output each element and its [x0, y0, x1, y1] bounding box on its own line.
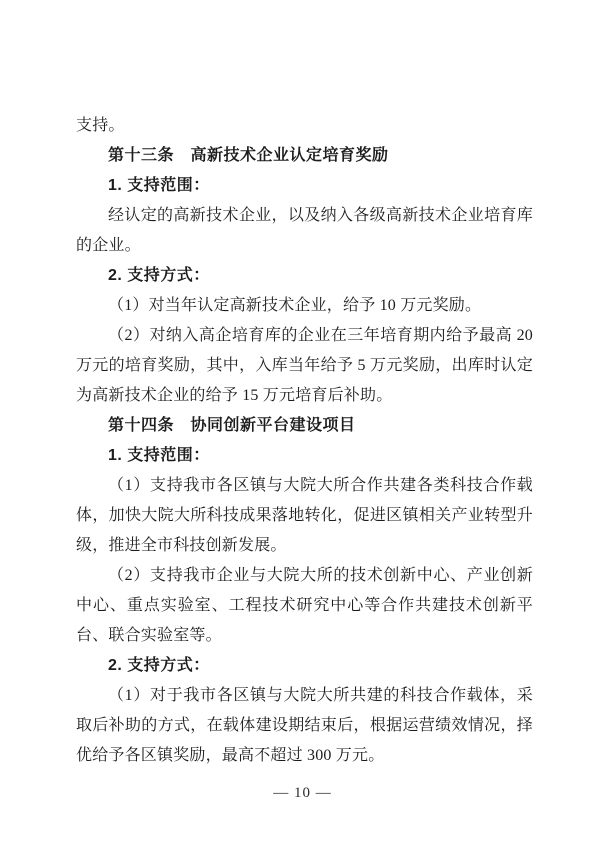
article-14-method-item-1: （1）对于我市各区镇与大院大所共建的科技合作载体，采取后补助的方式，在载体建设期结束后，根据运营绩效情况，择优给予各区镇奖励，最高不超过 300 万元。: [76, 687, 533, 764]
page-number: — 10 —: [273, 785, 332, 801]
document-content: [76, 111, 533, 771]
article-14-scope-item-1: （1）支持我市各区镇与大院大所合作共建各类科技合作载体，加快大院大所科技成果落地转化，促进区镇相关产业转型升级，推进全市科技创新发展。: [76, 477, 533, 554]
article-14-scope-label: 1. 支持范围：: [108, 447, 210, 464]
paragraph-continuation: 支持。: [76, 117, 125, 134]
article-13-method-item-2: （2）对纳入高企培育库的企业在三年培育期内给予最高 20 万元的培育奖励，其中，入库当年给予 5 万元奖励，出库时认定为高新技术企业的给予 15 万元培育后补助。: [76, 327, 533, 404]
article-13-method-item-1: （1）对当年认定高新技术企业，给予 10 万元奖励。: [108, 297, 482, 314]
article-14-scope-item-2: （2）支持我市企业与大院大所的技术创新中心、产业创新中心、重点实验室、工程技术研究中心等合作共建技术创新平台、联合实验室等。: [76, 567, 533, 644]
article-13-scope-label: 1. 支持范围：: [108, 177, 210, 194]
article-14-method-label: 2. 支持方式：: [108, 657, 210, 674]
article-14-heading: 第十四条 协同创新平台建设项目: [108, 417, 356, 434]
article-13-scope-text: 经认定的高新技术企业，以及纳入各级高新技术企业培育库的企业。: [76, 207, 533, 254]
article-13-heading: 第十三条 高新技术企业认定培育奖励: [108, 147, 389, 164]
article-13-method-label: 2. 支持方式：: [108, 267, 210, 284]
